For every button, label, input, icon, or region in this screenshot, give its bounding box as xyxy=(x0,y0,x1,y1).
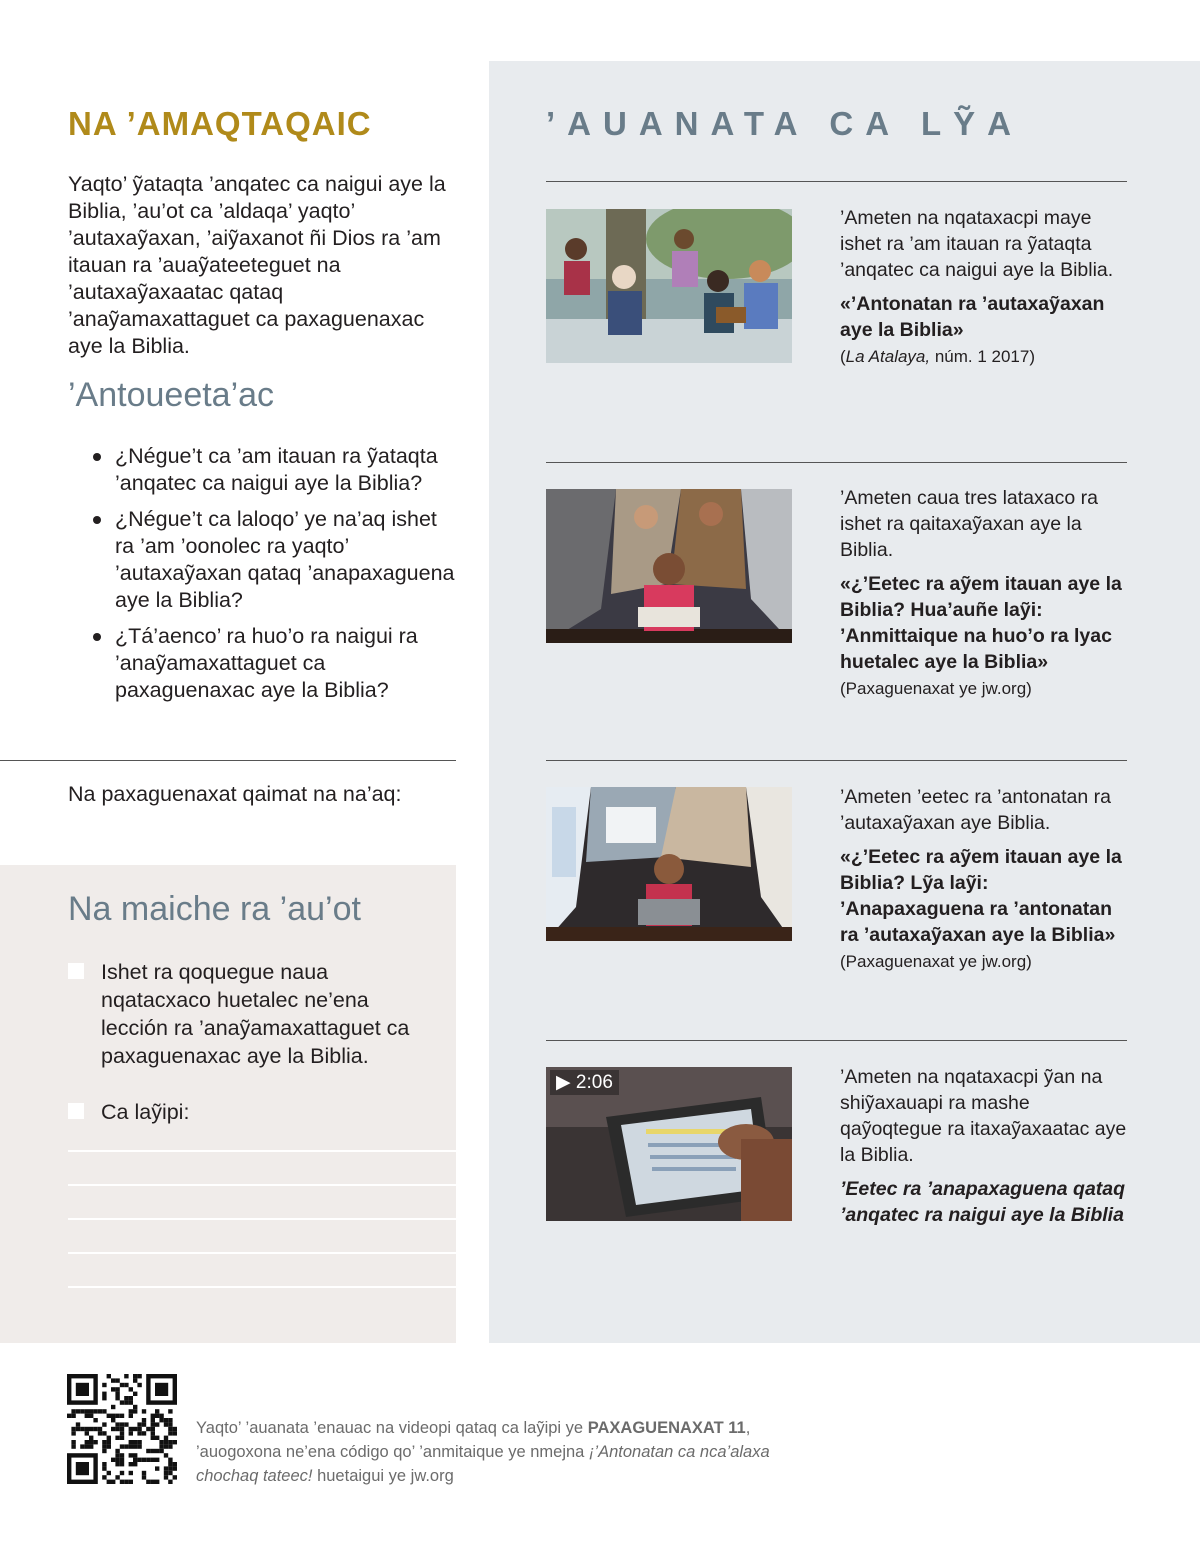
footer-text xyxy=(196,1416,836,1488)
footer-italic: ¡’Antonatan ca nca’alaxa chochaq tateec! xyxy=(196,1443,770,1485)
video-duration: 2:06 xyxy=(575,1072,613,1093)
lesson-heading: NA ’AMAQTAQAIC xyxy=(68,105,372,142)
resource-title-link[interactable]: «¿’Eetec ra aỹem itauan aye la Biblia? Lỹa laỹi: ’Anapaxaguena ra ’antonatan ra ’autaxaỹaxan aye la Biblia» xyxy=(840,846,1122,946)
resource-description: ’Ameten na nqataxacpi ỹan na shiỹaxauapi ra mashe qaỹoqtegue ra itaxaỹaxaatac aye la Biblia. xyxy=(840,1066,1127,1166)
resource-text xyxy=(840,485,1130,701)
photo-illustration xyxy=(546,489,792,643)
writing-line xyxy=(68,1286,456,1288)
resources-heading: ’AUANATA CA LỸA xyxy=(546,105,1023,142)
section-divider xyxy=(0,760,456,761)
checkbox[interactable] xyxy=(68,963,84,979)
footer-text-part: Yaqto’ ’auanata ’enauac na videopi qataq ca laỹipi ye xyxy=(196,1419,588,1437)
resource-image-reading-outdoors[interactable] xyxy=(546,209,792,363)
source-prefix: ( xyxy=(840,347,846,366)
source-italic: La Atalaya, xyxy=(845,347,931,366)
resource-divider xyxy=(546,1040,1127,1041)
resource-divider xyxy=(546,760,1127,761)
task-item[interactable] xyxy=(68,1098,431,1126)
source-rest: núm. 1 2017) xyxy=(930,347,1036,366)
writing-line xyxy=(68,1218,456,1220)
task-label: Ishet ra qoquegue naua nqatacxaco huetalec ne’ena lección ra ’anaỹamaxattaguet ca paxaguenaxac aye la Biblia. xyxy=(101,960,410,1068)
writing-line xyxy=(68,1184,456,1186)
writing-line xyxy=(68,1252,456,1254)
questions-heading: ’Antoueeta’ac xyxy=(68,376,275,414)
questions-list xyxy=(90,443,455,713)
task-label: Ca laỹipi: xyxy=(101,1100,190,1124)
task-item[interactable] xyxy=(68,958,431,1070)
tasks-heading: Na maiche ra ’au’ot xyxy=(68,890,361,928)
resource-title-link[interactable]: «¿’Eetec ra aỹem itauan aye la Biblia? Hua’auñe laỹi: ’Anmittaique na huo’o ra lyac huetalec aye la Biblia» xyxy=(840,573,1122,673)
resource-text xyxy=(840,1064,1130,1228)
resource-text xyxy=(840,205,1130,369)
resource-divider xyxy=(546,181,1127,182)
writing-line xyxy=(68,1150,456,1152)
question-item: ¿Tá’aenco’ ra huo’o ra naigui ra ’anaỹamaxattaguet ca paxaguenaxac aye la Biblia? xyxy=(90,623,455,704)
note-line: Na paxaguenaxat qaimat na na’aq: xyxy=(68,782,402,806)
resource-description: ’Ameten na nqataxacpi maye ishet ra ’am itauan ra ỹataqta ’anqatec ca naigui aye la Biblia. xyxy=(840,207,1114,281)
resource-title-link[interactable]: ’Eetec ra ’anapaxaguena qataq ’anqatec ra naigui aye la Biblia xyxy=(840,1178,1126,1226)
question-item: ¿Négue’t ca ’am itauan ra ỹataqta ’anqatec ca naigui aye la Biblia? xyxy=(90,443,455,497)
footer-text-part: , ’auogoxona ne’ena código qo’ ’anmitaique ye nmejna xyxy=(196,1419,751,1461)
resource-description: ’Ameten ’eetec ra ’antonatan ra ’autaxaỹaxan aye Biblia. xyxy=(840,786,1112,834)
resource-source: (Paxaguenaxat ye jw.org) xyxy=(840,679,1032,698)
resource-source xyxy=(840,345,1130,369)
intro-paragraph: Yaqto’ ỹataqta ’anqatec ca naigui aye la Biblia, ’au’ot ca ’aldaqa’ yaqto’ ’autaxaỹaxan, ’aiỹaxanot ñi Dios ra ’am itauan ra ’auaỹateeteguet na ’autaxaỹaxaatac qataq ’anaỹamaxattaguet ca paxaguenaxac aye la Biblia. xyxy=(68,172,446,358)
resource-text xyxy=(840,784,1130,974)
resource-image-boy-reading[interactable] xyxy=(546,489,792,643)
footer-bold: PAXAGUENAXAT 11 xyxy=(587,1419,746,1437)
resource-description: ’Ameten caua tres lataxaco ra ishet ra qaitaxaỹaxan aye la Biblia. xyxy=(840,487,1098,561)
resource-divider xyxy=(546,462,1127,463)
play-icon: ▶ xyxy=(556,1072,571,1093)
resource-video-thumbnail[interactable] xyxy=(546,1067,792,1221)
qr-code-icon[interactable] xyxy=(67,1374,177,1484)
resource-source: (Paxaguenaxat ye jw.org) xyxy=(840,952,1032,971)
video-duration-badge xyxy=(550,1070,619,1095)
photo-illustration xyxy=(546,209,792,363)
photo-illustration xyxy=(546,787,792,941)
checkbox[interactable] xyxy=(68,1103,84,1119)
footer-text-part: huetaigui ye jw.org xyxy=(312,1467,454,1485)
question-item: ¿Négue’t ca laloqo’ ye na’aq ishet ra ’am ’oonolec ra yaqto’ ’autaxaỹaxan qataq ’anapaxaguena aye la Biblia? xyxy=(90,506,455,614)
resource-title-link[interactable]: «’Antonatan ra ’autaxaỹaxan aye la Biblia» xyxy=(840,293,1105,341)
resource-image-girl-studying[interactable] xyxy=(546,787,792,941)
qr-code-graphic xyxy=(67,1374,177,1484)
